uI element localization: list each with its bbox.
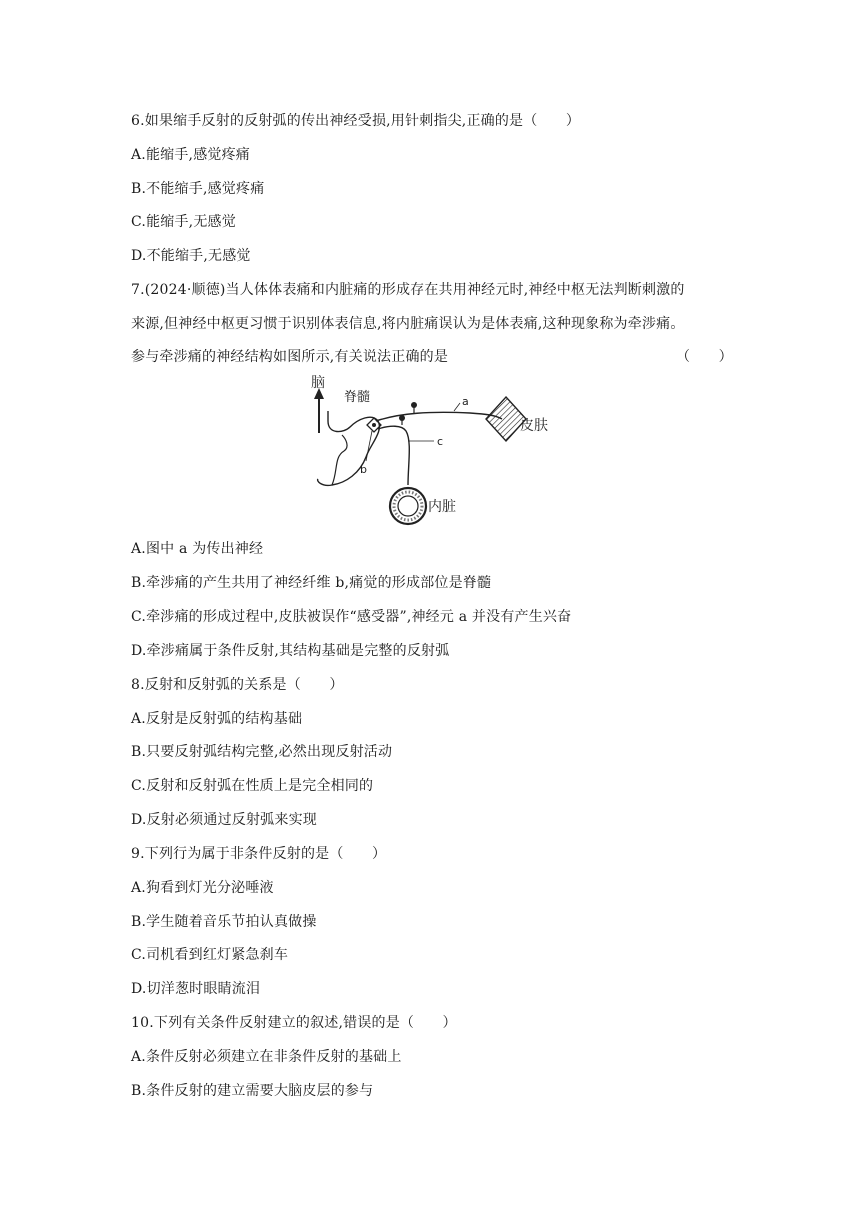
q7-option-c: C.牵涉痛的形成过程中,皮肤被误作“感受器”,神经元 a 并没有产生兴奋 — [131, 609, 572, 625]
q8-option-b: B.只要反射弧结构完整,必然出现反射活动 — [131, 744, 393, 760]
q7-option-a: A.图中 a 为传出神经 — [131, 541, 264, 557]
referred-pain-figure — [310, 375, 570, 527]
q8-option-c: C.反射和反射弧在性质上是完全相同的 — [131, 778, 374, 794]
q10-option-a: A.条件反射必须建立在非条件反射的基础上 — [131, 1049, 402, 1065]
neuron-a — [376, 412, 502, 421]
q7-stem-line2: 来源,但神经中枢更习惯于识别体表信息,将内脏痛误认为是体表痛,这种现象称为牵涉痛。 — [131, 316, 685, 332]
label-b: b — [360, 463, 367, 476]
q9-option-d: D.切洋葱时眼睛流泪 — [131, 981, 261, 997]
label-a: a — [462, 395, 469, 408]
label-c: c — [437, 435, 444, 448]
q10-stem: 10.下列有关条件反射建立的叙述,错误的是（ ） — [131, 1015, 457, 1031]
q8-option-d: D.反射必须通过反射弧来实现 — [131, 812, 317, 828]
viscera-label: 内脏 — [428, 499, 456, 515]
q8-option-a: A.反射是反射弧的结构基础 — [131, 711, 303, 727]
q6-stem: 6.如果缩手反射的反射弧的传出神经受损,用针刺指尖,正确的是（ ） — [131, 113, 581, 129]
q9-option-b: B.学生随着音乐节拍认真做操 — [131, 914, 317, 930]
q7-option-d: D.牵涉痛属于条件反射,其结构基础是完整的反射弧 — [131, 643, 450, 659]
q7-stem-line1: 7.(2024·顺德)当人体体表痛和内脏痛的形成存在共用神经元时,神经中枢无法判断刺激的 — [131, 282, 685, 298]
q9-option-c: C.司机看到红灯紧急刹车 — [131, 947, 289, 963]
q9-option-a: A.狗看到灯光分泌唾液 — [131, 880, 274, 896]
q7-answer-blank: （ ） — [676, 349, 733, 365]
q6-option-d: D.不能缩手,无感觉 — [131, 248, 251, 264]
spinal-cord-inner — [332, 435, 347, 485]
neuron-c — [378, 426, 409, 485]
q6-option-a: A.能缩手,感觉疼痛 — [131, 147, 251, 163]
brain-label: 脑 — [311, 375, 325, 391]
spinal-cord-label: 脊髓 — [344, 390, 371, 405]
q8-stem: 8.反射和反射弧的关系是（ ） — [131, 677, 344, 693]
skin-label: 皮肤 — [520, 418, 548, 434]
neuron-c-cell-body — [399, 415, 405, 421]
q10-option-b: B.条件反射的建立需要大脑皮层的参与 — [131, 1083, 374, 1099]
q6-option-b: B.不能缩手,感觉疼痛 — [131, 181, 265, 197]
q9-stem: 9.下列行为属于非条件反射的是（ ） — [131, 846, 387, 862]
q6-option-c: C.能缩手,无感觉 — [131, 214, 236, 230]
q7-stem-line3: 参与牵涉痛的神经结构如图所示,有关说法正确的是 — [131, 349, 449, 365]
q7-option-b: B.牵涉痛的产生共用了神经纤维 b,痛觉的形成部位是脊髓 — [131, 575, 492, 591]
neuron-a-cell-body — [411, 402, 417, 408]
